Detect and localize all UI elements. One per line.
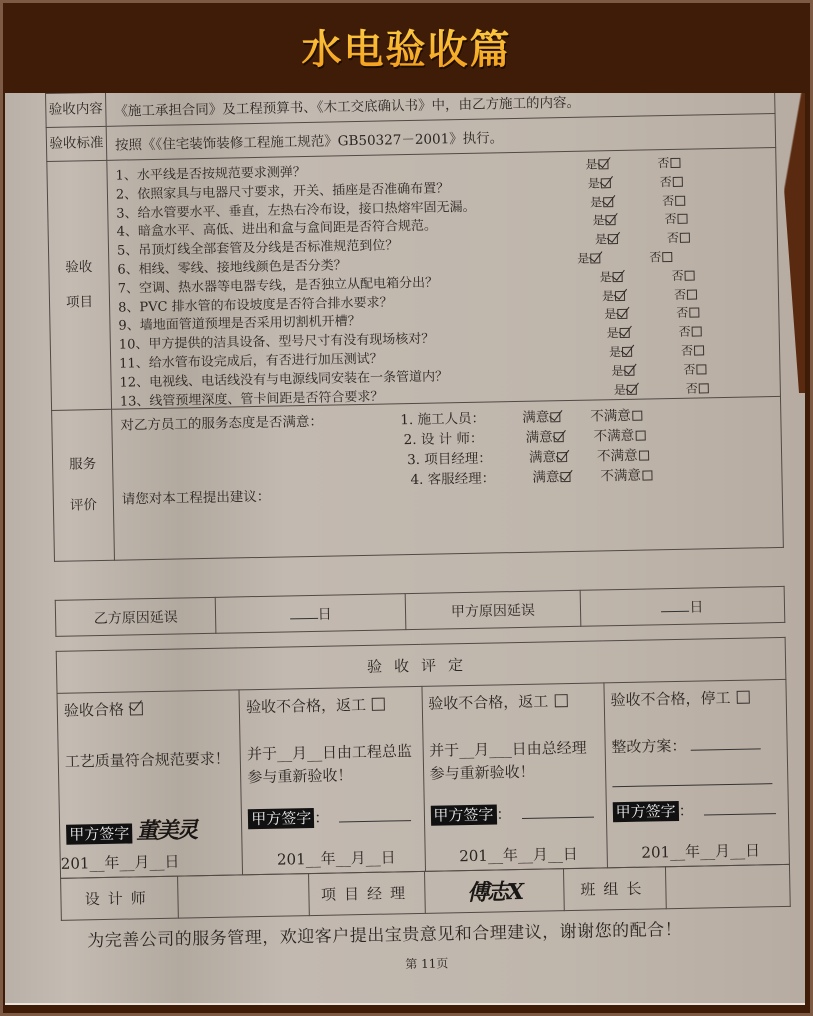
item-text: 水平线是否按规范要求测弹？ bbox=[136, 165, 307, 184]
no-checkbox[interactable] bbox=[687, 289, 697, 299]
evaluation-date: 201__年__月__日 bbox=[276, 848, 396, 869]
unsatisfied-option[interactable] bbox=[594, 428, 646, 445]
no-option[interactable] bbox=[649, 248, 672, 265]
content-text: 《施工承担合同》及工程预算书、《木工交底确认书》中，由乙方施工的内容。 bbox=[105, 93, 775, 126]
yes-option[interactable] bbox=[599, 268, 622, 285]
items-label-line1: 验收 bbox=[65, 259, 93, 276]
item-text: 墙地面管道预埋是否采用切割机开槽？ bbox=[139, 314, 361, 334]
team-lead-label: 班组长 bbox=[563, 867, 666, 911]
evaluation-column bbox=[57, 690, 243, 878]
yes-label: 是 bbox=[608, 344, 622, 360]
no-checkbox[interactable] bbox=[662, 252, 672, 262]
page-number: 第 11页 bbox=[405, 956, 449, 972]
no-checkbox[interactable] bbox=[685, 270, 695, 280]
service-label-line2: 评价 bbox=[69, 497, 98, 514]
evaluation-heading: 验收不合格，返工 bbox=[245, 695, 367, 717]
party-a-delay-unit: 日 bbox=[689, 598, 704, 616]
yes-option[interactable] bbox=[585, 155, 608, 172]
no-label: 否 bbox=[680, 343, 694, 358]
evaluation-date: 201__年__月__日 bbox=[459, 844, 579, 866]
unsatisfied-label: 不满意 bbox=[593, 427, 635, 445]
evaluation-title: 验收评定 bbox=[56, 637, 786, 693]
item-text: 甲方提供的洁具设备、型号尺寸有没有现场核对？ bbox=[148, 331, 435, 353]
yes-option[interactable] bbox=[609, 343, 632, 360]
no-label: 否 bbox=[657, 156, 670, 171]
no-checkbox[interactable] bbox=[699, 383, 709, 393]
pm-signature-field[interactable] bbox=[425, 869, 564, 914]
sign-label: 甲方签字 bbox=[66, 823, 132, 844]
evaluation-body: 工艺质量符合规范要求！ bbox=[64, 749, 230, 771]
item-number: 7、 bbox=[117, 281, 140, 297]
no-option[interactable] bbox=[679, 323, 702, 340]
staff-role: 2. 设 计 师： bbox=[403, 430, 484, 449]
item-number: 6、 bbox=[117, 262, 139, 278]
no-checkbox[interactable] bbox=[680, 233, 690, 243]
yes-checkbox[interactable] bbox=[617, 309, 627, 319]
signature-line[interactable]: 甲方签字 ： bbox=[612, 798, 775, 822]
yes-checkbox[interactable] bbox=[622, 347, 632, 357]
no-label: 否 bbox=[685, 381, 698, 396]
yes-option[interactable] bbox=[602, 286, 625, 303]
evaluation-body: 并于__月__日由工程总监参与重新验收！ bbox=[246, 742, 413, 787]
evaluation-option[interactable] bbox=[610, 686, 780, 710]
yes-option[interactable] bbox=[592, 211, 615, 228]
no-option[interactable] bbox=[686, 379, 709, 396]
no-option[interactable] bbox=[657, 154, 680, 171]
service-label-line1: 服务 bbox=[68, 456, 97, 473]
yes-checkbox[interactable] bbox=[613, 272, 623, 282]
checklist bbox=[107, 148, 780, 409]
unsatisfied-option[interactable] bbox=[590, 408, 642, 425]
item-number: 4、 bbox=[116, 224, 139, 241]
yes-label: 是 bbox=[611, 363, 624, 378]
staff-role: 1. 施工人员： bbox=[400, 410, 486, 429]
no-checkbox[interactable] bbox=[692, 327, 702, 337]
unsatisfied-label: 不满意 bbox=[596, 447, 638, 465]
evaluation-body: 整改方案： bbox=[611, 733, 781, 787]
no-checkbox[interactable] bbox=[670, 158, 680, 168]
client-signature: 董美灵 bbox=[135, 817, 197, 845]
yes-option[interactable] bbox=[607, 324, 630, 341]
evaluation-checkbox[interactable] bbox=[736, 691, 749, 704]
item-text: 依照家具与电器尺寸要求，开关、插座是否准确布置？ bbox=[137, 181, 450, 203]
signature-line[interactable] bbox=[66, 813, 197, 846]
evaluation-body: 并于__月___日由总经理参与重新验收！ bbox=[429, 738, 587, 783]
party-b-delay-label: 乙方原因延误 bbox=[55, 597, 216, 636]
evaluation-column bbox=[604, 679, 790, 867]
item-number: 13、 bbox=[119, 393, 150, 410]
item-number: 9、 bbox=[118, 318, 140, 335]
sign-label: 甲方签字 bbox=[248, 808, 314, 829]
sign-label: 甲方签字 bbox=[430, 804, 496, 825]
no-option[interactable] bbox=[681, 341, 704, 358]
service-evaluation bbox=[112, 397, 783, 560]
no-option[interactable] bbox=[674, 285, 697, 302]
satisfied-label: 满意 bbox=[532, 469, 560, 486]
staff-role: 4. 客服经理： bbox=[410, 470, 496, 489]
evaluation-option[interactable] bbox=[428, 690, 598, 714]
no-checkbox[interactable] bbox=[696, 364, 706, 374]
satisfied-option[interactable] bbox=[522, 409, 560, 426]
yes-checkbox[interactable] bbox=[598, 159, 608, 169]
satisfied-checkbox[interactable] bbox=[550, 412, 560, 422]
no-label: 否 bbox=[659, 174, 672, 190]
unsatisfied-checkbox[interactable] bbox=[632, 411, 642, 421]
unsatisfied-checkbox[interactable] bbox=[635, 431, 645, 441]
yes-checkbox[interactable] bbox=[615, 290, 625, 300]
items-label-line2: 项目 bbox=[65, 294, 94, 311]
no-checkbox[interactable] bbox=[694, 345, 704, 355]
no-label: 否 bbox=[666, 231, 680, 246]
signature-line[interactable]: 甲方签字 ： bbox=[248, 805, 411, 829]
designer-field[interactable] bbox=[177, 874, 309, 919]
no-option[interactable] bbox=[671, 266, 694, 283]
suggestion-prompt: 请您对本工程提出建议： bbox=[121, 488, 271, 508]
yes-label: 是 bbox=[606, 326, 619, 341]
signature-blank[interactable] bbox=[339, 807, 411, 822]
footer-note: 为完善公司的服务管理，欢迎客户提出宝贵意见和合理建议，谢谢您的配合！ bbox=[87, 919, 683, 952]
no-checkbox[interactable] bbox=[677, 214, 687, 224]
evaluation-option[interactable] bbox=[246, 693, 416, 717]
signature-blank[interactable] bbox=[521, 804, 593, 819]
yes-option[interactable] bbox=[611, 362, 634, 379]
evaluation-table bbox=[56, 637, 790, 879]
item-number: 8、 bbox=[117, 299, 140, 316]
item-number: 3、 bbox=[116, 205, 138, 222]
banner-title: 水电验收篇 bbox=[302, 18, 512, 75]
evaluation-heading: 验收不合格，返工 bbox=[428, 692, 549, 713]
yes-label: 是 bbox=[594, 232, 608, 247]
items-label bbox=[47, 160, 112, 410]
inspection-form-table bbox=[45, 93, 784, 562]
no-label: 否 bbox=[664, 212, 677, 227]
yes-checkbox[interactable] bbox=[605, 215, 615, 225]
no-label: 否 bbox=[683, 362, 696, 377]
staff-satisfaction-row bbox=[410, 463, 652, 488]
no-checkbox[interactable] bbox=[675, 195, 685, 205]
standard-text: 按照《《住宅装饰装修工程施工规范》GB50327－2001》执行。 bbox=[106, 113, 776, 160]
pm-label: 项目经理 bbox=[308, 871, 425, 915]
satisfied-checkbox[interactable] bbox=[557, 452, 567, 462]
party-a-delay-field[interactable] bbox=[580, 586, 785, 626]
yes-label: 是 bbox=[613, 382, 626, 397]
no-checkbox[interactable] bbox=[673, 177, 683, 187]
evaluation-column bbox=[239, 686, 425, 874]
sign-label: 甲方签字 bbox=[612, 801, 678, 822]
pm-signature: 傅志X bbox=[466, 878, 523, 907]
unsatisfied-option[interactable] bbox=[600, 467, 652, 484]
yes-checkbox[interactable] bbox=[620, 328, 630, 338]
delay-table bbox=[55, 586, 786, 637]
yes-label: 是 bbox=[577, 251, 590, 266]
evaluation-date: 201__年__月__日 bbox=[641, 841, 761, 862]
service-question: 对乙方员工的服务态度是否满意： bbox=[120, 413, 324, 434]
form-page bbox=[45, 93, 792, 1005]
satisfied-option[interactable] bbox=[532, 469, 570, 486]
no-checkbox[interactable] bbox=[689, 308, 699, 318]
evaluation-heading: 验收不合格，停工 bbox=[610, 688, 731, 710]
items-row bbox=[47, 147, 781, 410]
unsatisfied-label: 不满意 bbox=[590, 407, 631, 425]
no-label: 否 bbox=[662, 193, 675, 208]
satisfied-label: 满意 bbox=[522, 409, 550, 426]
evaluation-heading: 验收合格 bbox=[63, 700, 125, 720]
party-a-delay-label: 甲方原因延误 bbox=[405, 590, 581, 629]
designer-label: 设计师 bbox=[61, 876, 178, 920]
title-banner bbox=[3, 3, 810, 89]
item-text: 暗盒水平、高低、进出和盒与盒间距是否符合规范。 bbox=[137, 218, 438, 240]
no-label: 否 bbox=[649, 250, 662, 265]
yes-label: 是 bbox=[587, 176, 600, 191]
item-number: 2、 bbox=[115, 187, 138, 203]
unsatisfied-label: 不满意 bbox=[600, 467, 642, 485]
item-text: PVC 排水管的布设坡度是否符合排水要求？ bbox=[139, 294, 393, 315]
yes-checkbox[interactable] bbox=[608, 234, 618, 244]
unsatisfied-option[interactable] bbox=[597, 447, 649, 464]
party-b-delay-field[interactable] bbox=[216, 594, 406, 634]
item-text: 给水管布设完成后，有否进行加压测试？ bbox=[148, 351, 383, 372]
yes-checkbox[interactable] bbox=[601, 178, 611, 188]
staff-role: 3. 项目经理： bbox=[406, 450, 492, 469]
yes-option[interactable] bbox=[588, 174, 611, 191]
no-label: 否 bbox=[676, 306, 689, 321]
yes-option[interactable] bbox=[614, 380, 637, 397]
document-photo bbox=[5, 93, 805, 1005]
evaluation-checkbox[interactable] bbox=[372, 698, 385, 711]
yes-label: 是 bbox=[601, 288, 615, 303]
yes-checkbox[interactable] bbox=[624, 366, 634, 376]
item-text: 空调、热水器等电器专线，是否独立从配电箱分出？ bbox=[138, 275, 439, 297]
evaluation-checkbox[interactable] bbox=[130, 702, 143, 715]
item-text: 吊顶灯线全部套管及分线是否标准规范到位？ bbox=[138, 238, 399, 259]
item-number: 1、 bbox=[115, 168, 138, 184]
yes-label: 是 bbox=[592, 213, 605, 228]
satisfied-label: 满意 bbox=[528, 449, 557, 466]
yes-checkbox[interactable] bbox=[590, 253, 600, 263]
no-option[interactable] bbox=[667, 229, 690, 246]
standard-label: 验收标准 bbox=[46, 126, 107, 161]
no-option[interactable] bbox=[664, 210, 687, 227]
yes-option[interactable] bbox=[590, 193, 613, 210]
item-number: 10、 bbox=[118, 337, 149, 353]
evaluation-option[interactable] bbox=[64, 697, 234, 721]
yes-label: 是 bbox=[585, 157, 598, 172]
no-option[interactable] bbox=[660, 173, 683, 190]
satisfied-checkbox[interactable] bbox=[560, 472, 570, 482]
yes-option[interactable] bbox=[595, 230, 618, 247]
item-text: 相线、零线、接地线颜色是否分类？ bbox=[138, 258, 347, 278]
yes-option[interactable] bbox=[604, 305, 627, 322]
signature-blank[interactable] bbox=[704, 800, 776, 815]
item-number: 12、 bbox=[119, 374, 150, 391]
yes-label: 是 bbox=[599, 269, 612, 285]
satisfied-option[interactable] bbox=[526, 429, 564, 446]
item-text: 电视线、电话线没有与电源线同安装在一条管道内？ bbox=[148, 369, 449, 390]
evaluation-column bbox=[421, 683, 607, 871]
no-option[interactable] bbox=[683, 360, 706, 377]
signature-line[interactable]: 甲方签字 ： bbox=[430, 802, 593, 826]
satisfied-label: 满意 bbox=[525, 429, 553, 446]
service-row bbox=[52, 396, 784, 561]
no-option[interactable] bbox=[676, 304, 699, 321]
no-label: 否 bbox=[678, 324, 691, 340]
item-number: 11、 bbox=[119, 356, 149, 372]
team-lead-field[interactable] bbox=[665, 864, 790, 908]
yes-checkbox[interactable] bbox=[603, 197, 613, 207]
yes-label: 是 bbox=[604, 307, 617, 322]
item-text: 给水管要水平、垂直，左热右冷布设，接口热熔牢固无漏。 bbox=[137, 199, 476, 221]
yes-checkbox[interactable] bbox=[627, 384, 637, 394]
satisfied-option[interactable] bbox=[529, 449, 567, 466]
no-option[interactable] bbox=[662, 191, 685, 208]
evaluation-date: 201__年__月__日 bbox=[60, 852, 180, 873]
no-label: 否 bbox=[671, 268, 684, 283]
unsatisfied-checkbox[interactable] bbox=[642, 470, 652, 480]
content-label: 验收内容 bbox=[46, 93, 107, 127]
yes-label: 是 bbox=[590, 194, 603, 210]
item-text: 线管预埋深度、管卡间距是否符合要求？ bbox=[149, 389, 384, 409]
party-b-delay-unit: 日 bbox=[317, 606, 332, 623]
unsatisfied-checkbox[interactable] bbox=[638, 450, 648, 460]
item-number: 5、 bbox=[116, 243, 139, 259]
satisfied-checkbox[interactable] bbox=[554, 432, 564, 442]
yes-option[interactable] bbox=[577, 249, 600, 266]
no-label: 否 bbox=[673, 287, 687, 302]
service-label bbox=[52, 409, 115, 561]
evaluation-checkbox[interactable] bbox=[554, 694, 567, 707]
